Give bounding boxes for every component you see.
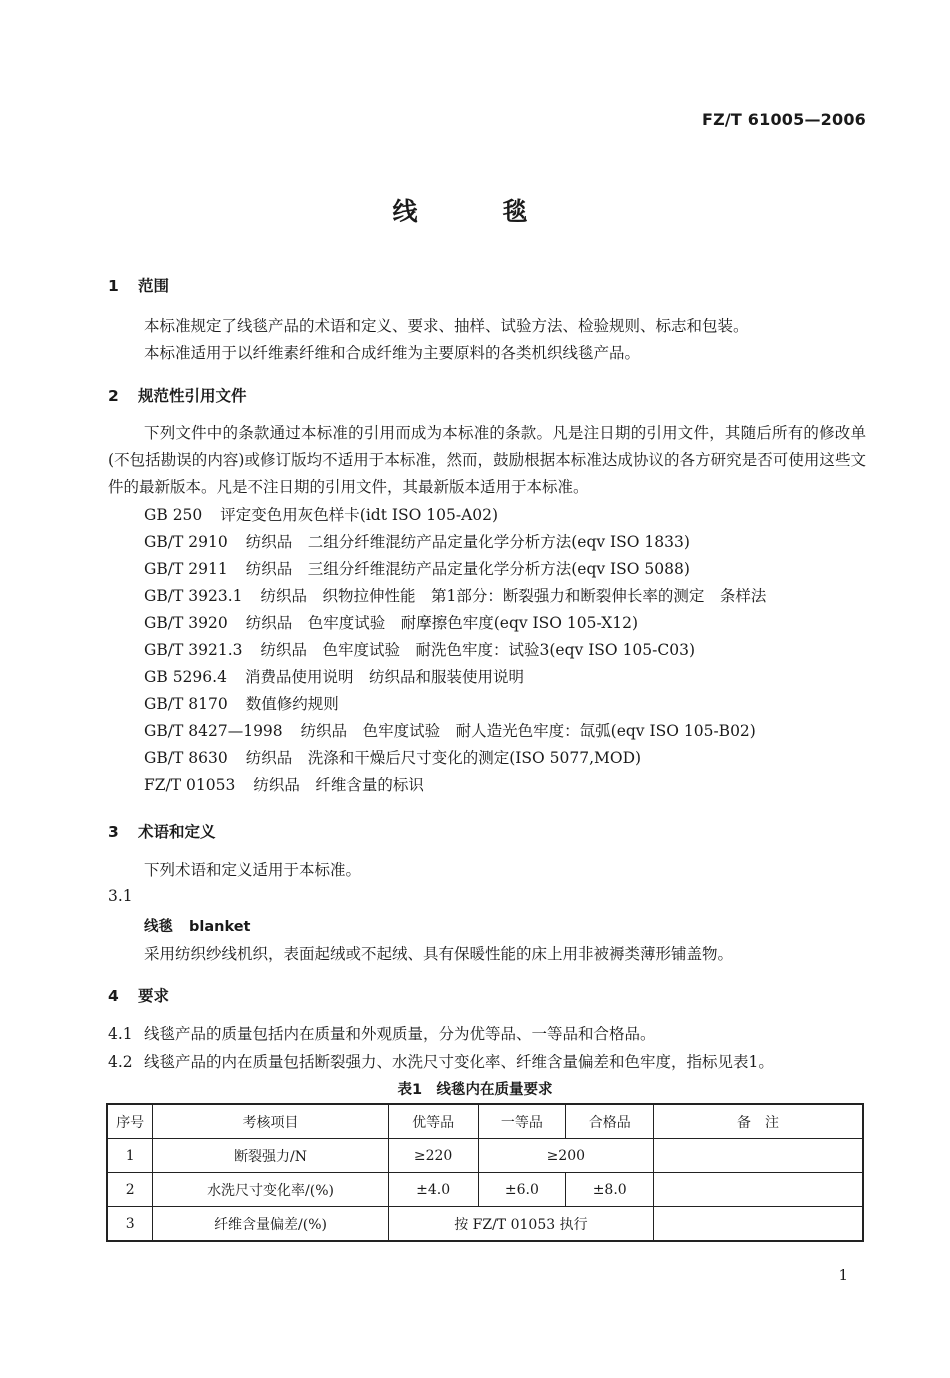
header-cell: 考核项目 [153,1104,388,1139]
section-number: 4 [108,987,119,1005]
section-title: 术语和定义 [138,823,216,841]
term-definition: 采用纺织纱线机织，表面起绒或不起绒、具有保暖性能的床上用非被褥类薄形铺盖物。 [144,945,734,963]
reference-title: 数值修约规则 [245,695,339,713]
reference-code: GB/T 2910 [144,533,228,551]
reference-code: GB/T 3923.1 [144,587,243,605]
document-title: 线 毯 [392,197,558,226]
reference-item [144,611,638,633]
reference-code: GB 250 [144,506,203,524]
paragraph: 本标准适用于以纤维素纤维和合成纤维为主要原料的各类机织线毯产品。 [144,344,641,362]
reference-item [144,719,756,741]
reference-title: 纺织品 二组分纤维混纺产品定量化学分析方法(eqv ISO 1833) [245,533,690,551]
cell-item: 水洗尺寸变化率/(%) [153,1173,388,1207]
reference-title: 纺织品 织物拉伸性能 第1部分：断裂强力和断裂伸长率的测定 条样法 [260,587,767,605]
clause [108,1050,774,1072]
reference-code: FZ/T 01053 [144,776,236,794]
paragraph: 下列术语和定义适用于本标准。 [144,861,362,879]
term-chinese: 线毯 [144,919,173,935]
cell-first-and-qualified: ≥200 [478,1139,654,1173]
section-3-heading [108,820,216,842]
reference-code: GB/T 3920 [144,614,228,632]
reference-title: 消费品使用说明 纺织品和服装使用说明 [244,668,524,686]
reference-code: GB/T 8427—1998 [144,722,283,740]
cell-superior: ±4.0 [388,1173,478,1207]
reference-item [144,584,766,606]
reference-title: 纺织品 三组分纤维混纺产品定量化学分析方法(eqv ISO 5088) [245,560,690,578]
cell-all-grades: 按 FZ/T 01053 执行 [388,1207,653,1242]
table-header-row [107,1104,863,1139]
clause-number: 4.2 [108,1053,133,1071]
section-title: 规范性引用文件 [138,387,247,405]
clause-text: 线毯产品的质量包括内在质量和外观质量，分为优等品、一等品和合格品。 [144,1025,656,1043]
clause-text: 线毯产品的内在质量包括断裂强力、水洗尺寸变化率、纤维含量偏差和色牢度，指标见表1。 [144,1053,774,1071]
header-cell: 合格品 [566,1104,654,1139]
term-english: blanket [189,919,251,935]
cell-no: 3 [107,1207,153,1242]
reference-item [144,638,695,660]
reference-title: 纺织品 色牢度试验 耐洗色牢度：试验3(eqv ISO 105-C03) [260,641,696,659]
reference-code: GB/T 2911 [144,560,228,578]
reference-title: 纺织品 洗涤和干燥后尺寸变化的测定(ISO 5077,MOD) [245,749,642,767]
cell-no: 2 [107,1173,153,1207]
document-code: FZ/T 61005—2006 [701,110,866,129]
reference-item [144,503,498,525]
cell-superior: ≥220 [388,1139,478,1173]
reference-item [144,692,339,714]
section-1-heading [108,274,169,296]
cell-remarks [654,1207,863,1242]
table-caption: 表1 线毯内在质量要求 [397,1082,553,1098]
reference-title: 纺织品 色牢度试验 耐人造光色牢度：氙弧(eqv ISO 105-B02) [300,722,756,740]
reference-code: GB/T 3921.3 [144,641,243,659]
header-cell: 一等品 [478,1104,566,1139]
table-row [107,1173,863,1207]
quality-requirements-table [106,1103,864,1242]
term-entry [144,915,250,936]
cell-no: 1 [107,1139,153,1173]
references-intro-paragraph: 下列文件中的条款通过本标准的引用而成为本标准的条款。凡是注日期的引用文件，其随后所有的修改单(不包括勘误的内容)或修订版均不适用于本标准，然而，鼓励根据本标准达成协议的各方研究是否可使用这些文件的最新版本。凡是不注日期的引用文件，其最新版本适用于本标准。 [108,424,866,496]
clause [108,1022,656,1044]
reference-item [144,746,641,768]
section-4-heading [108,984,169,1006]
section-title: 要求 [138,987,170,1005]
reference-code: GB/T 8170 [144,695,228,713]
cell-item: 纤维含量偏差/(%) [153,1207,388,1242]
table-row [107,1207,863,1242]
subsection-number: 3.1 [108,887,133,905]
cell-item: 断裂强力/N [153,1139,388,1173]
table-row [107,1139,863,1173]
cell-remarks [654,1139,863,1173]
reference-item [144,773,424,795]
reference-item [144,557,690,579]
section-title: 范围 [138,277,170,295]
reference-item [144,665,524,687]
page-number: 1 [838,1266,848,1284]
reference-code: GB/T 8630 [144,749,228,767]
reference-title: 评定变色用灰色样卡(idt ISO 105-A02) [220,506,499,524]
header-cell: 备 注 [654,1104,863,1139]
cell-qualified: ±8.0 [566,1173,654,1207]
reference-title: 纺织品 色牢度试验 耐摩擦色牢度(eqv ISO 105-X12) [245,614,638,632]
header-cell: 优等品 [388,1104,478,1139]
reference-code: GB 5296.4 [144,668,227,686]
reference-item [144,530,690,552]
section-number: 1 [108,277,119,295]
section-number: 2 [108,387,119,405]
paragraph: 本标准规定了线毯产品的术语和定义、要求、抽样、试验方法、检验规则、标志和包装。 [144,317,749,335]
header-cell: 序号 [107,1104,153,1139]
section-number: 3 [108,823,119,841]
reference-title: 纺织品 纤维含量的标识 [253,776,424,794]
section-2-heading [108,384,247,406]
cell-first: ±6.0 [478,1173,566,1207]
cell-remarks [654,1173,863,1207]
clause-number: 4.1 [108,1025,133,1043]
